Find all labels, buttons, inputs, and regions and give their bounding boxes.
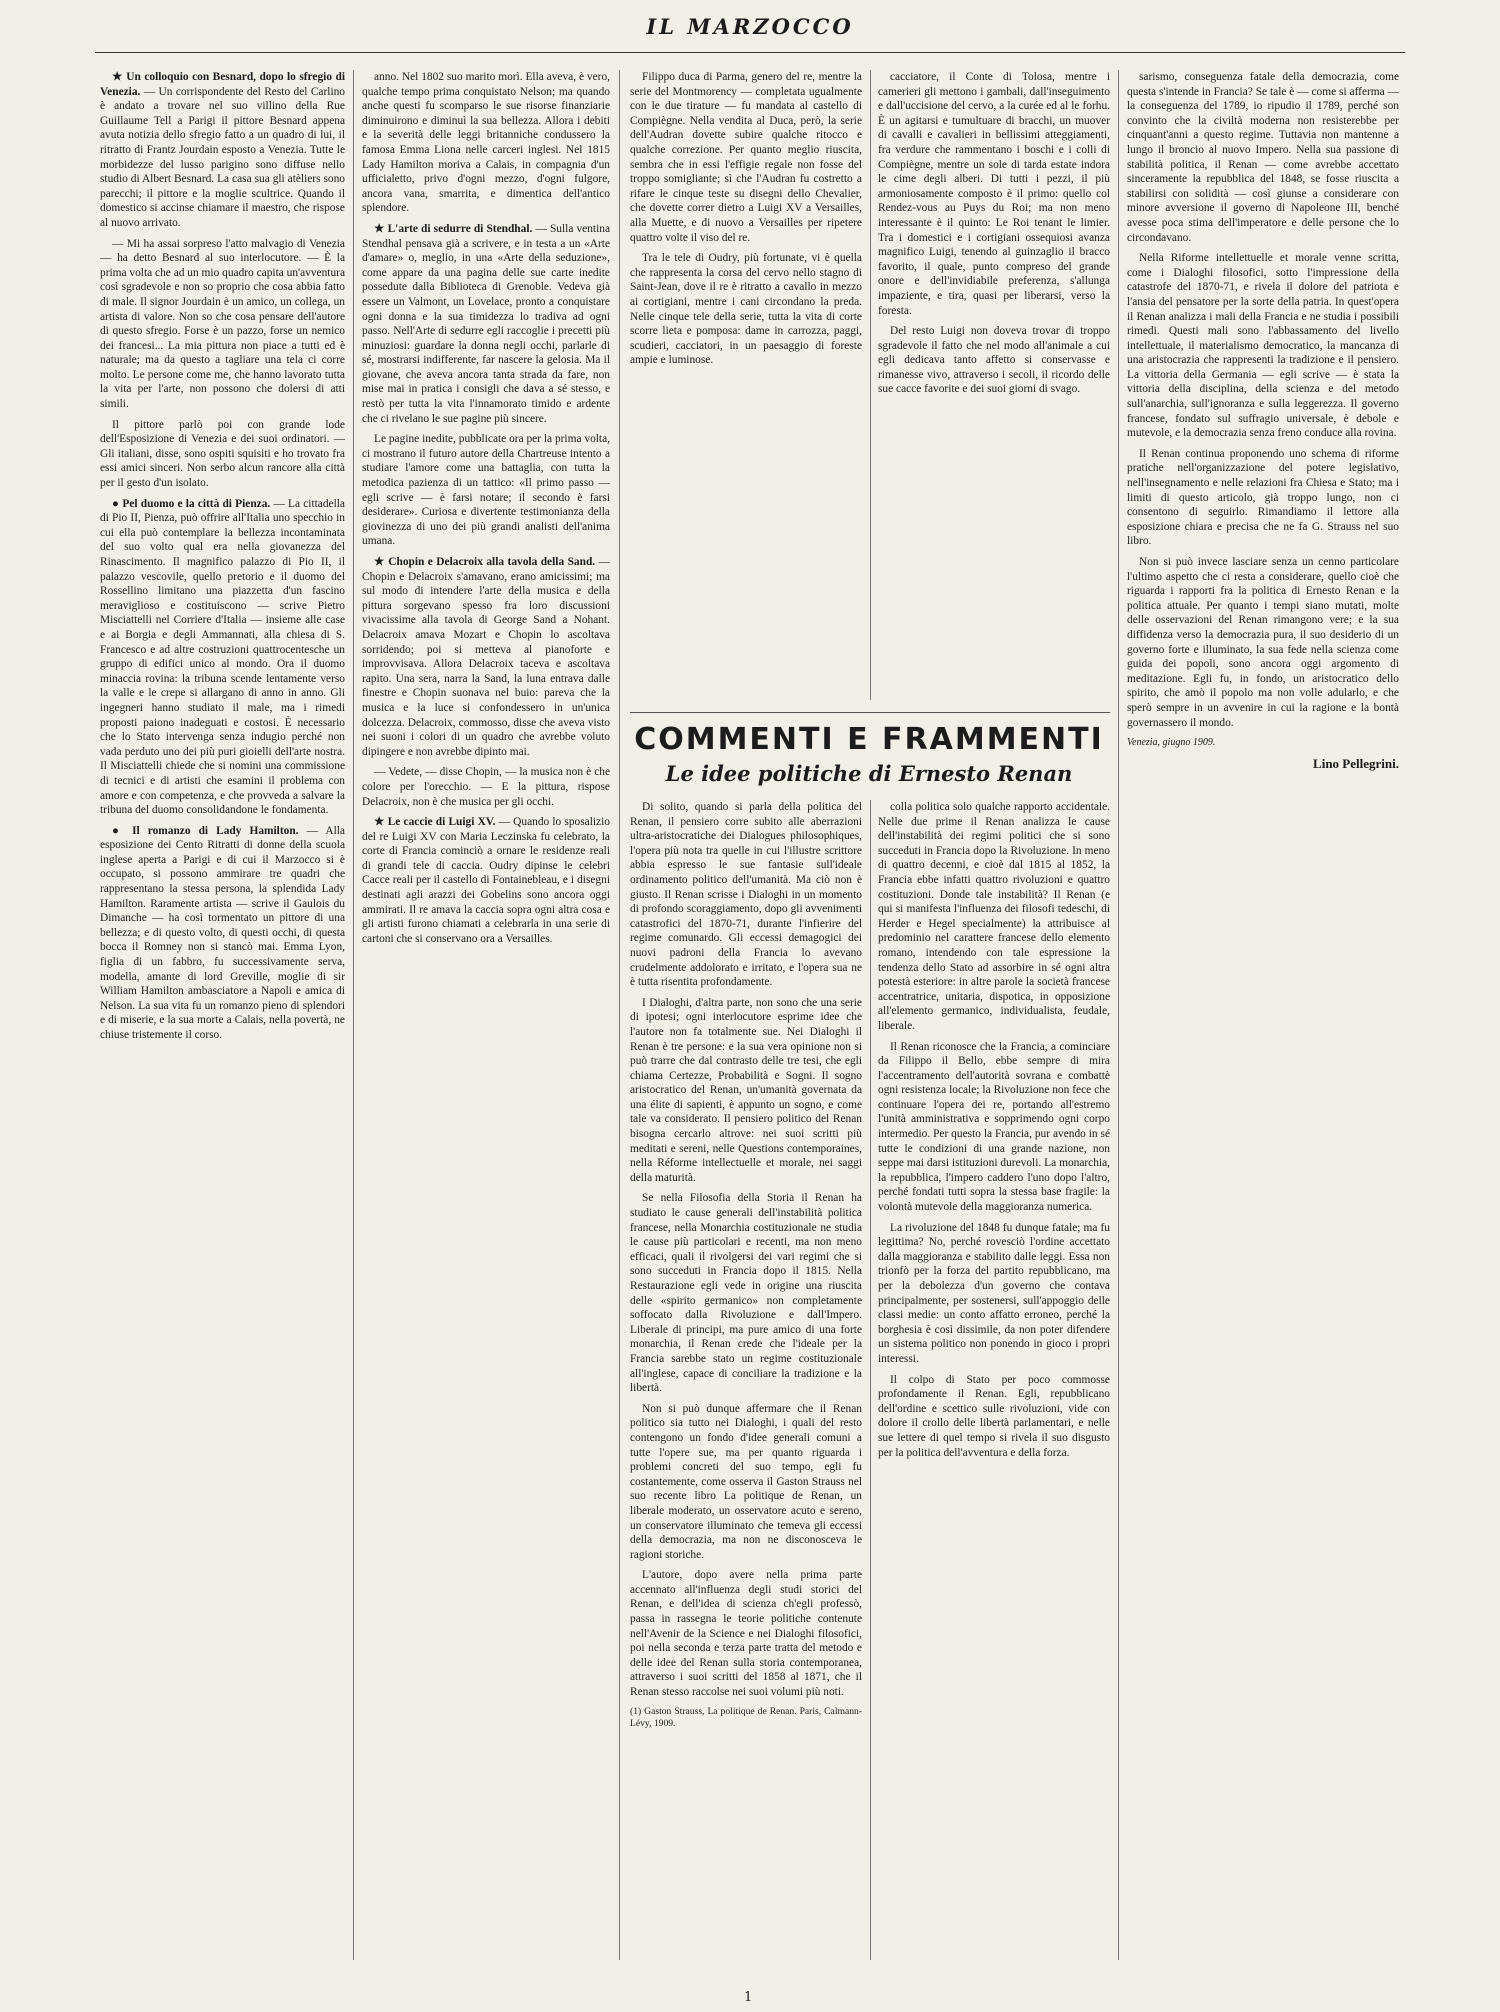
column-rule: [353, 70, 354, 1960]
article-text: Il Renan riconosce che la Francia, a cominciare da Filippo il Bello, ebbe sempre di mira l'accentramento dell'autorità sovrana e combattè ogni resistenza locale; la Rivoluzione non fece che continuare l'opera dei re, portando all'estremo l'unità amministrativa e sopprimendo ogni corpo intermedio. Per questo la Francia, pur avendo in sé tutte le condizioni di una grande nazione, non seppe mai darsi istituzioni durevoli. La monarchia, la repubblica, l'impero caddero l'uno dopo l'altro, perché fondati tutti sopra la stessa base fragile: la volontà mutevole della maggioranza numerica.: [878, 1040, 1110, 1214]
article-text: Di solito, quando si parla della politica del Renan, il pensiero corre subito alle aberrazioni ultra-aristocratiche dei Dialogues philosophiques, l'opera più nota tra quelle in cui l'illustre scrittore abbia espresso le sue fantasie sull'ideale ordinamento politico dell'umanità. Ma ciò non è giusto. Il Renan scrisse i Dialoghi in un momento di profondo scoraggiamento, dopo gli avvenimenti catastrofici del 1870-71, durante l'infierire del regime comunardo. Gli eccessi demagogici dei nuovi padroni della Francia lo avevano crudelmente addolorato e irritato, e l'opera sua ne è tutta risentita profondamente.: [630, 801, 862, 989]
article-text: Il colpo di Stato per poco commosse profondamente il Renan. Egli, repubblicano dell'ordine e scettico sulle rivoluzioni, vide con dolore il crollo delle libertà parlamentari, e nelle sue lettere di quel tempo si rivela il suo disgusto per la politica dell'avventura e della forza.: [878, 1373, 1110, 1459]
footnote: (1) Gaston Strauss, La politique de Renan. Paris, Calmann-Lévy, 1909.: [630, 1705, 862, 1729]
section-rule: [630, 712, 1110, 713]
article-heading: ★ Le caccie di Luigi XV.: [374, 816, 496, 829]
section-banner: [632, 722, 1106, 786]
column-renan-end: [1127, 70, 1399, 1970]
article-text: — Un corrispondente del Resto del Carlino è andato a trovare nel suo villino della Rue Guillaume Tell a Parigi il pittore Besnard appena avuta notizia dello sfregio fatto a un quadro di lui, il ritratto di Frantz Jourdain esposto a Venezia. Tutte le morbidezze del lusso parigino sono diffuse nello studio di Albert Besnard. La casa sua gli atèliers sono parecchi; il pittore e la moglie scultrice. Quando il domestico si accinse chiamare il maestro, che rispose al nuovo arrivato.: [100, 85, 345, 229]
masthead: IL MARZOCCO: [646, 14, 854, 39]
article-text: — Chopin e Delacroix s'amavano, erano amicissimi; ma sul modo di intendere l'arte della musica e della pittura sorgevano spesso fra loro discussioni vivacissime alla tavola di George Sand a Nohant. Delacroix amava Mozart e Chopin lo ascoltava sorridendo; poi si metteva al pianoforte e improvvisava. Allora Delacroix taceva e ascoltava rapito. Una sera, narra la Sand, la luna entrava dalle finestre e Chopin suonava nel buio: pareva che la musica e la luce si confondessero in un'unica dolcezza. Delacroix, commosso, disse che aveva visto nei suoni i colori di un quadro che avrebbe voluto dipingere e non avrebbe dipinto mai.: [362, 556, 610, 758]
article-text: Non si può dunque affermare che il Renan politico sia tutto nei Dialoghi, i quali del resto contengono un fondo d'idee generali comuni a tutte l'opere sue, ma per quanto riguarda i problemi concreti del suo tempo, egli fu costantemente, come osserva il Gaston Strauss nel suo recente libro La politique de Renan, un liberale moderato, un osservatore acuto e sereno, un conservatore illuminato che temeva gli eccessi della democrazia, ma non ne disconosceva le ragioni storiche.: [630, 1402, 862, 1561]
article-text: anno. Nel 1802 suo marito morì. Ella aveva, è vero, qualche tempo prima conquistato Nelson; ma quando anche questi fu scomparso le sue risorse finanziarie diminuirono e diminuì la sua bellezza. Allora i debiti e la severità delle leggi britanniche condussero la famosa Emma Liona nelle carceri inglesi. Nel 1815 Lady Hamilton moriva a Calais, in compagnia d'un ufficialetto, privo d'ogni mezzo, d'ogni fulgore, ancora vana, smarrita, e dimentica dell'antico splendore.: [362, 71, 610, 215]
article-text: Del resto Luigi non doveva trovar di troppo sgradevole il fatto che nel modo all'animale a cui egli dedicava tanto affetto si conservasse e rimanesse vivo, attraverso i secoli, il ricordo delle sue cacce favorite e dei suoi giorni di svago.: [878, 325, 1110, 396]
article-text: — Quando lo sposalizio del re Luigi XV con Maria Leczinska fu celebrato, la corte di Francia cominciò a ornare le residenze reali di grandi tele di caccia. Oudry dipinse le celebri Cacce reali per il castello di Fontainebleau, e i disegni destinati agli arazzi dei Gobelins sono ancora oggi ammirati. Il re amava la caccia sopra ogni altra cosa e gli artisti furono chiamati a celebrarla in una serie di cartoni che si conservano ora a Versailles.: [362, 816, 610, 945]
article-heading: ★ L'arte di sedurre di Stendhal.: [374, 222, 533, 235]
article-text: — Sulla ventina Stendhal pensava già a scrivere, e in testa a un «Arte d'amare» o, meglio, in una «Arte della seduzione», come appare da una pagina delle sue carte inedite possedute dalla Biblioteca di Grenoble. Vedeva già essere un Valmont, un Lovelace, pronto a conquistare ogni donna e la sua timidezza lo tradiva ad ogni passo. Nell'Arte di sedurre egli raccoglie i precetti più minuziosi: guardare la donna negli occhi, parlarle di sé, mostrarsi indifferente, far nascere la gelosia. Ma il giovane, che aveva ancora tanta strada da fare, non mise mai in pratica i consigli che dava a sé stesso, e restò per tutta la vita l'innamorato timido e ardente che ci rivelano le sue pagine più sincere.: [362, 222, 610, 425]
article-heading: ★ Chopin e Delacroix alla tavola della Sand.: [374, 556, 596, 568]
article-text: — Mi ha assai sorpreso l'atto malvagio di Venezia — ha detto Besnard al suo interlocutore. — È la prima volta che ad un mio quadro capita un'avventura così sgradevole e non so proprio che cosa abbia fatto di male. Il signor Jourdain è un amico, un collega, un artista di valore. Non so che cosa pensare dell'autore di questo sfregio. Forse è un pazzo, forse un nemico dei francesi... La mia pittura non piace a tutti ed è naturale; ma da questo a tagliare una tela ci corre molto. Le persone come me, che hanno lavorato tutta la vita per l'arte, non possono che dolersi di atti simili.: [100, 237, 345, 411]
column-4-top: [878, 70, 1110, 710]
article-text: sarismo, conseguenza fatale della democrazia, come questa s'intende in Francia? Se tale è — come si afferma — la conseguenza del 1789, io ripudio il 1789, perché son convinto che la civiltà moderna non resisterebbe per cinquant'anni a questo regime. Tuttavia non mantenne a lungo il broncio al nuovo Impero. Nella sua passione di stabilità politica, il Renan — come avrebbe accettato sinceramente la repubblica del 1848, se fosse riuscita a stabilirsi con solidità — così giunse a considerare con minore avversione il governo di Napoleone III, benché avesse poca stima dell'imperatore e delle persone che lo circondavano.: [1127, 71, 1399, 244]
column-rule: [619, 70, 620, 1960]
column-2: [362, 70, 610, 1970]
page-number: 1: [744, 1990, 753, 2005]
column-3-top: [630, 70, 862, 710]
article-text: Tra le tele di Oudry, più fortunate, vi è quella che rappresenta la corsa del cervo nello stagno di Saint-Jean, dove il re è ritratto a cavallo in mezzo ai cortigiani, mentre i cani circondano la preda. Nelle cinque tele della serie, tutta la vita di corte scorre lieta e pomposa: dame in carrozza, paggi, scudieri, cacciatori, in un paesaggio di foreste ampie e luminose.: [630, 252, 862, 367]
article-text: — La cittadella di Pio II, Pienza, può offrire all'Italia uno specchio in cui ella può contemplare la bellezza incontaminata del suo volto qual era nella giovanezza del Rinascimento. Il magnifico palazzo di Pio II, il palazzo vescovile, quello pretorio e il duomo del Rossellino limitano una piazzetta d'un fascino meraviglioso e costituiscono — scrive Pietro Misciattelli nel Corriere d'Italia — insieme alle case e ai Borgia e degli Ammannati, alla chiesa di S. Francesco e ad altre costruzioni quattrocentesche un gruppo di edifici unico al mondo. Ora il duomo minaccia rovina: la tribuna scende lentamente verso la valle e le crepe si allargano di anno in anno. Gli ingegneri hanno studiato il male, ma i rimedi proposti paiono inadeguati e costosi. È necessario che lo Stato intervenga senza indugio perché non vada perduto uno dei più puri gioielli dell'arte nostra. Il Misciattelli chiede che si nomini una commissione di tecnici e di artisti che esamini il problema con amore e con competenza, e che provveda a salvare la tribuna del duomo consolidandone le fondamenta.: [100, 497, 345, 817]
column-rule: [870, 70, 871, 700]
article-text: Il Renan continua proponendo uno schema di riforme pratiche nell'organizzazione del potere legislativo, nell'insegnamento e nelle relazioni fra Chiesa e Stato; ma i limiti di questo articolo, già troppo lungo, non ci consentono di seguirlo. Rimandiamo il lettore alla esposizione chiara e precisa che ne fa G. Strauss nel suo libro.: [1127, 447, 1399, 548]
header-rule: [95, 52, 1405, 53]
column-rule: [870, 800, 871, 1960]
article-heading: ★ Un colloquio con Besnard, dopo lo sfregio di Venezia.: [100, 71, 345, 98]
section-title: COMMENTI E FRAMMENTI: [634, 722, 1104, 757]
article-text: Filippo duca di Parma, genero del re, mentre la serie del Montmorency — completata ugualmente con le due tirature — fu mandata al castello di Compiègne. Nella vendita al Duca, però, la serie dell'Audran dovette subire qualche ritocco e qualche correzione. Per quanto meglio riuscita, sembra che in essi l'effigie regale non fosse del troppo somigliante; sì che l'Audran fu costretto a rifare le cinque teste su disegni dello Chevalier, che dovette correr dietro a Luigi XV a Versailles, alla Muette, e di nuovo a Versailles per ripetere quattro volte il viso del re.: [630, 71, 862, 244]
column-rule: [1118, 70, 1119, 1960]
column-1: [100, 70, 345, 1970]
article-heading: ● Pel duomo e la città di Pienza.: [112, 497, 271, 510]
article-text: — Vedete, — disse Chopin, — la musica non è che colore per l'orecchio. — E la pittura, rispose Delacroix, non è che musica per gli occhi.: [362, 766, 610, 808]
article-text: Se nella Filosofia della Storia il Renan ha studiato le cause generali dell'instabilità politica francese, nella Monarchia costituzionale ne studia le cause più particolari e recenti, ma non meno efficaci, quali il rivolgersi dei vari regimi che si sono succeduti in Francia dopo il 1815. Nella Restaurazione egli vede in origine una riuscita delle «spirito germanico» non completamente soffocato dalla Rivoluzione e dall'Impero. Liberale di principi, ma pure amico di una forte monarchia, il Renan crede che l'ideale per la Francia sarebbe stato un regime costituzionale all'inglese, capace di conciliare la tradizione e la libertà.: [630, 1192, 862, 1395]
author-signature: Lino Pellegrini.: [1313, 755, 1399, 771]
renan-column-a: [630, 800, 862, 1965]
article-text: Nella Riforme intellettuelle et morale venne scritta, come i Dialoghi filosofici, sotto l'impressione della catastrofe del 1870-71, e rivela il dolore del patriota e l'ansia del pensatore per la sorte della patria. In quest'opera il Renan analizza i mali della Francia e ne studia i possibili rimedi. Questi mali sono l'abbassamento del livello intellettuale, il materialismo democratico, la mancanza di una aristocrazia che rappresenti la tradizione e il pensiero. La vittoria della Germania — egli scrive — è stata la vittoria della disciplina, della scienza e del metodo sull'anarchia, sull'ignoranza e sulla leggerezza. Il governo francese, fondato sul suffragio universale, è debole e mutevole, e la democrazia senza freno conduce alla rovina.: [1127, 252, 1399, 440]
renan-column-b: [878, 800, 1110, 1965]
article-text: L'autore, dopo avere nella prima parte accennato all'influenza degli studi storici del Renan, e dell'idea di scienza ch'egli professò, passa in rassegna le teorie politiche contenute nell'Avenir de la Science e nei Dialoghi filosofici, poi nella seconda e terza parte tratta del metodo e delle idee del Renan sulla storia contemporanea, attraverso i suoi scritti del 1858 al 1871, che il Renan stesso raccolse nei suoi volumi più noti.: [630, 1569, 862, 1699]
article-text: La rivoluzione del 1848 fu dunque fatale; ma fu legittima? No, perché rovesciò l'ordine accettato dalla maggioranza e stabilito dalle leggi. Essa non trionfò per la forza del partito repubblicano, ma per la debolezza d'un governo che contava principalmente, per sostenersi, sull'appoggio delle classi medie: un conto affatto erroneo, perché la borghesia è così dissimile, da non poter difendere un sistema politico non ponendo in gioco i propri interessi.: [878, 1221, 1110, 1365]
article-text: Il pittore parlò poi con grande lode dell'Esposizione di Venezia e dei suoi ordinatori. — Gli italiani, disse, sono ospiti squisiti e ho trovato fra essi amici sinceri. Non serbo alcun rancore alla città per il gesto d'un isolato.: [100, 418, 345, 490]
article-text: — Alla esposizione dei Cento Ritratti di donne della scuola inglese aperta a Parigi e di cui il Marzocco si è occupato, si possono ammirare tre quadri che rappresentano la stessa persona, la splendida Lady Hamilton. Raramente artista — scrive il Gaulois du Dimanche — ha così tormentato un pittore di una bellezza; e di questo volto, di questi occhi, di questa bocca il Romney non si stancò mai. Emma Lyon, figlia di un fabbro, fu successivamente serva, modella, amante di lord Greville, moglie di sir William Hamilton ambasciatore a Napoli e amica di Nelson. La sua vita fu un romanzo pieno di splendori e di miserie, e la sua morte a Calais, nella povertà, ne chiuse tristemente il corso.: [100, 824, 345, 1041]
article-text: colla politica solo qualche rapporto accidentale. Nelle due prime il Renan analizza le cause dell'instabilità dei regimi politici che si sono succeduti in Francia dopo la Rivoluzione. In meno di quattro decenni, e cioè dal 1815 al 1852, la Francia ebbe infatti quattro rivoluzioni e quattro costituzioni. Donde tale instabilità? Il Renan (e qui si manifesta l'influenza dei filosofi tedeschi, di Herder e Hegel specialmente) la attribuisce al predominio nel carattere francese dello elemento romano, intendendo con tale espressione la tendenza dello Stato ad assorbire in sé ogni altra potestà esteriore: in altre parole la società francese accentratrice, unitaria, dispotica, in opposizione all'elemento germanico, individualista, feudale, liberale.: [878, 801, 1110, 1032]
article-text: Non si può invece lasciare senza un cenno particolare l'ultimo aspetto che ci resta a considerare, quello cioè che riguarda i rapporti fra la politica di Ernesto Renan e la politica attuale. Per quanto i tempi siano mutati, molte delle osservazioni del Renan rimangono vere; e la sua diffidenza verso la democrazia pura, il suo desiderio di un governo forte e illuminato, la sua fede nella scienza come guida dei popoli, sono ancora oggi argomento di meditazione. Egli fu, in fondo, un aristocratico dello spirito, che amò il popolo ma non volle adularlo, e che sperò sempre in un avvenire in cui la ragione e la bontà governassero il mondo.: [1127, 556, 1399, 729]
article-heading: ● Il romanzo di Lady Hamilton.: [112, 824, 299, 837]
article-title: Le idee politiche di Ernesto Renan: [665, 761, 1073, 786]
article-text: Le pagine inedite, pubblicate ora per la prima volta, ci mostrano il futuro autore della Chartreuse intento a studiare l'amore come una battaglia, con tutta la metodica pazienza di un tattico: «Il primo passo — egli scrive — è farsi notare; il secondo è farsi desiderare». Curiosa e divertente testimonianza della giovinezza di uno dei più grandi analisti dell'anima umana.: [362, 433, 610, 548]
dateline: Venezia, giugno 1909.: [1127, 737, 1216, 749]
article-text: cacciatore, il Conte di Tolosa, mentre i camerieri gli mettono i gambali, dall'inseguimento e dall'uccisione del cervo, a la curée ed al le forhu. È un agitarsi e tumultuare di bracchi, un muover di cavalli e cavalieri in bellissimi atteggiamenti, fra verdure che rammentano i boschi e i colli di Compiègne, mentre un sole di tarda estate indora le cime degli alberi. Di tutti i pezzi, il più armoniosamente composto è il primo: quello col Rendez-vous au Puys du Roi; ma non meno interessante è il quinto: Le Roi tenant le limier. Tra i domestici e i cortigiani ossequiosi avanza magnifico Luigi, tenendo al guinzaglio il bracco favorito, il quale, punto compreso del grande onore e dell'invidiabile preferenza, s'allunga impaziente, e tira, quasi per liberarsi, verso la foresta.: [878, 71, 1110, 317]
article-text: I Dialoghi, d'altra parte, non sono che una serie di ipotesi; ogni interlocutore esprime idee che l'autore non fa totalmente sue. Nei Dialoghi il Renan è tre persone: e la sua vera opinione non si può trarre che dal contrasto delle tre tesi, che egli chiama Certezze, Probabilità e Sogni. Il sogno aristocratico del Renan, un'umanità governata da una élite di sapienti, è appunto un sogno, e come tale va considerato. Il pensiero politico del Renan bisogna cercarlo altrove: nei suoi scritti più meditati e sereni, nelle Questions contemporaines, nella Réforme intellectuelle et morale, nei saggi della maturità.: [630, 996, 862, 1184]
